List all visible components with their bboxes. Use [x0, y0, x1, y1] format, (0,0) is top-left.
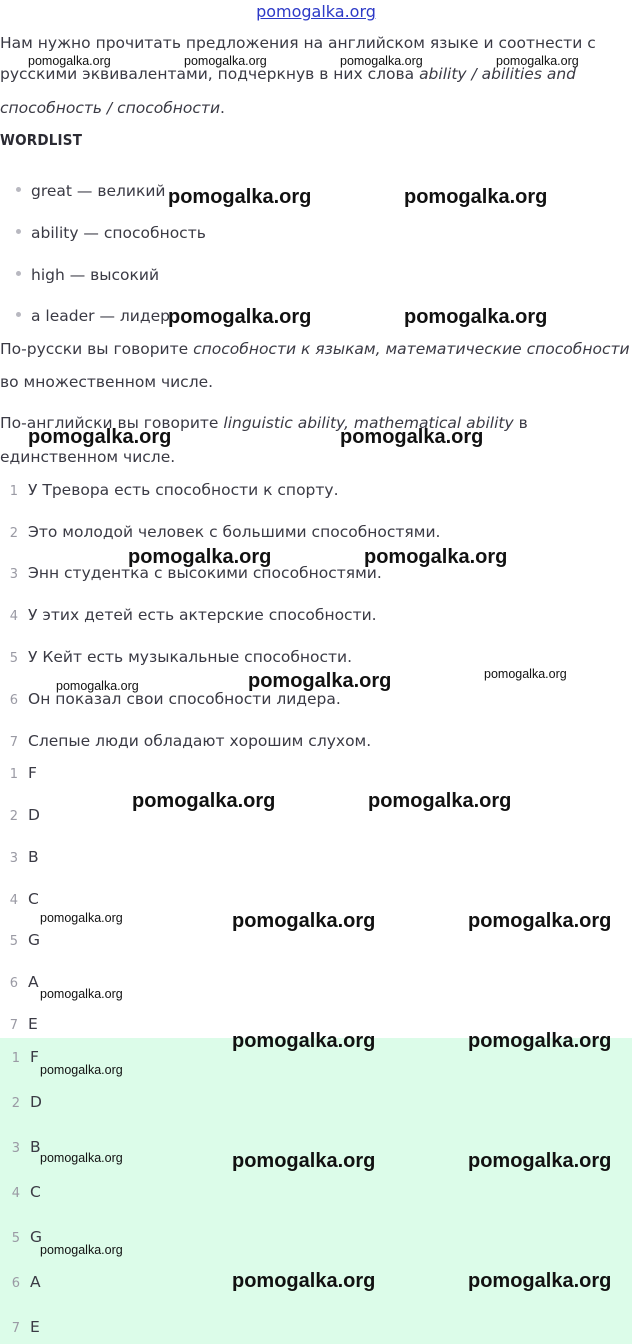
answer-letter: F	[30, 1048, 39, 1066]
wordlist-item-text: high — высокий	[31, 266, 160, 284]
site-link[interactable]: pomogalka.org	[256, 2, 376, 21]
answer-number: 4	[11, 1186, 20, 1201]
bullet-dot-icon	[16, 312, 21, 317]
wordlist-item-text: ability — способность	[31, 224, 206, 242]
match-number: 6	[9, 976, 18, 991]
wordlist-item	[16, 266, 159, 284]
note-ru-line-2: во множественном числе.	[0, 373, 214, 391]
answer-row	[6, 1048, 39, 1066]
sentence-row	[4, 606, 377, 624]
match-row	[4, 806, 40, 824]
bullet-dot-icon	[16, 271, 21, 276]
match-letter: F	[28, 764, 37, 782]
sentence-row	[4, 481, 339, 499]
match-row	[4, 973, 39, 991]
sentence-text: Это молодой человек с большими способностями.	[28, 523, 441, 541]
sentence-text: У Тревора есть способности к спорту.	[28, 481, 339, 499]
sentence-number: 1	[9, 484, 18, 499]
match-row	[4, 931, 40, 949]
sentence-text: У этих детей есть актерские способности.	[28, 606, 377, 624]
wordlist-item	[16, 224, 206, 242]
watermark: pomogalka.org	[56, 679, 139, 693]
sentence-number: 6	[9, 693, 18, 708]
answer-row	[6, 1273, 41, 1291]
watermark: pomogalka.org	[468, 1030, 612, 1052]
note-en-italic: linguistic ability, mathematical ability	[223, 414, 514, 432]
match-letter: E	[28, 1015, 38, 1033]
match-letter: G	[28, 931, 41, 949]
answer-row	[6, 1093, 42, 1111]
intro-line-2-italic: ability / abilities and	[419, 65, 576, 83]
match-number: 1	[9, 767, 18, 782]
answer-letter: G	[30, 1228, 43, 1246]
match-number: 5	[9, 934, 18, 949]
watermark: pomogalka.org	[40, 987, 123, 1001]
answer-panel	[0, 1038, 632, 1344]
match-number: 2	[9, 809, 18, 824]
watermark: pomogalka.org	[232, 1150, 376, 1172]
match-letter: B	[28, 848, 39, 866]
watermark: pomogalka.org	[248, 670, 392, 692]
intro-line-3-end: .	[220, 99, 225, 117]
note-ru-plain: По-русски вы говорите	[0, 340, 194, 358]
sentence-text: Энн студентка с высокими способностями.	[28, 564, 382, 582]
watermark: pomogalka.org	[404, 186, 548, 208]
answer-row	[6, 1228, 42, 1246]
match-number: 4	[9, 893, 18, 908]
wordlist-item	[16, 182, 166, 200]
watermark: pomogalka.org	[484, 667, 567, 681]
watermark: pomogalka.org	[168, 186, 312, 208]
note-en-line-2: единственном числе.	[0, 448, 176, 466]
sentence-number: 5	[9, 651, 18, 666]
watermark: pomogalka.org	[404, 306, 548, 328]
watermark: pomogalka.org	[340, 426, 484, 448]
watermark: pomogalka.org	[468, 910, 612, 932]
watermark: pomogalka.org	[232, 1270, 376, 1292]
sentence-row	[4, 732, 371, 750]
watermark: pomogalka.org	[40, 1151, 123, 1165]
sentence-number: 7	[9, 735, 18, 750]
sentence-text: Он показал свои способности лидера.	[28, 690, 341, 708]
bullet-dot-icon	[16, 229, 21, 234]
answer-row	[6, 1318, 40, 1336]
answer-number: 2	[11, 1096, 20, 1111]
watermark: pomogalka.org	[364, 546, 508, 568]
watermark: pomogalka.org	[468, 1270, 612, 1292]
answer-letter: A	[30, 1273, 41, 1291]
watermark: pomogalka.org	[232, 1030, 376, 1052]
match-row	[4, 1015, 38, 1033]
answer-number: 3	[11, 1141, 20, 1156]
note-en-end: в	[513, 414, 528, 432]
answer-letter: C	[30, 1183, 41, 1201]
intro-line-1: Нам нужно прочитать предложения на английском языке и соотнести с	[0, 34, 596, 52]
watermark: pomogalka.org	[132, 790, 276, 812]
wordlist-item-text: a leader — лидер	[31, 307, 170, 325]
note-ru-line-1	[0, 333, 630, 366]
answer-row	[6, 1183, 41, 1201]
answer-number: 5	[11, 1231, 20, 1246]
watermark: pomogalka.org	[40, 1243, 123, 1257]
answer-letter: D	[30, 1093, 42, 1111]
match-row	[4, 848, 39, 866]
match-letter: D	[28, 806, 40, 824]
watermark: pomogalka.org	[128, 546, 272, 568]
intro-line-2-plain: русскими эквивалентами, подчеркнув в них слова	[0, 65, 420, 83]
answer-number: 7	[11, 1321, 20, 1336]
watermark: pomogalka.org	[28, 54, 111, 68]
sentence-text: У Кейт есть музыкальные способности.	[28, 648, 353, 666]
watermark: pomogalka.org	[496, 54, 579, 68]
match-letter: A	[28, 973, 39, 991]
sentence-text: Слепые люди обладают хорошим слухом.	[28, 732, 372, 750]
watermark: pomogalka.org	[40, 1063, 123, 1077]
sentence-row	[4, 648, 352, 666]
sentence-number: 4	[9, 609, 18, 624]
note-en-plain: По-английски вы говорите	[0, 414, 224, 432]
intro-line-3-italic: способность / способности	[0, 99, 221, 117]
watermark: pomogalka.org	[28, 426, 172, 448]
answer-number: 1	[11, 1051, 20, 1066]
answer-letter: B	[30, 1138, 41, 1156]
watermark: pomogalka.org	[40, 911, 123, 925]
match-letter: C	[28, 890, 39, 908]
answer-number: 6	[11, 1276, 20, 1291]
wordlist-item-text: great — великий	[31, 182, 166, 200]
match-row	[4, 764, 37, 782]
answer-row	[6, 1138, 41, 1156]
match-row	[4, 890, 39, 908]
watermark: pomogalka.org	[168, 306, 312, 328]
intro-line-3	[0, 92, 225, 125]
watermark: pomogalka.org	[232, 910, 376, 932]
watermark: pomogalka.org	[340, 54, 423, 68]
sentence-number: 3	[9, 567, 18, 582]
watermark: pomogalka.org	[368, 790, 512, 812]
wordlist-heading: WORDLIST	[0, 131, 83, 149]
sentence-row	[4, 523, 440, 541]
sentence-number: 2	[9, 526, 18, 541]
wordlist-item	[16, 307, 170, 325]
answer-letter: E	[30, 1318, 40, 1336]
note-ru-italic: способности к языкам, математические способности	[193, 340, 630, 358]
bullet-dot-icon	[16, 187, 21, 192]
watermark: pomogalka.org	[184, 54, 267, 68]
match-number: 7	[9, 1018, 18, 1033]
watermark: pomogalka.org	[468, 1150, 612, 1172]
match-number: 3	[9, 851, 18, 866]
